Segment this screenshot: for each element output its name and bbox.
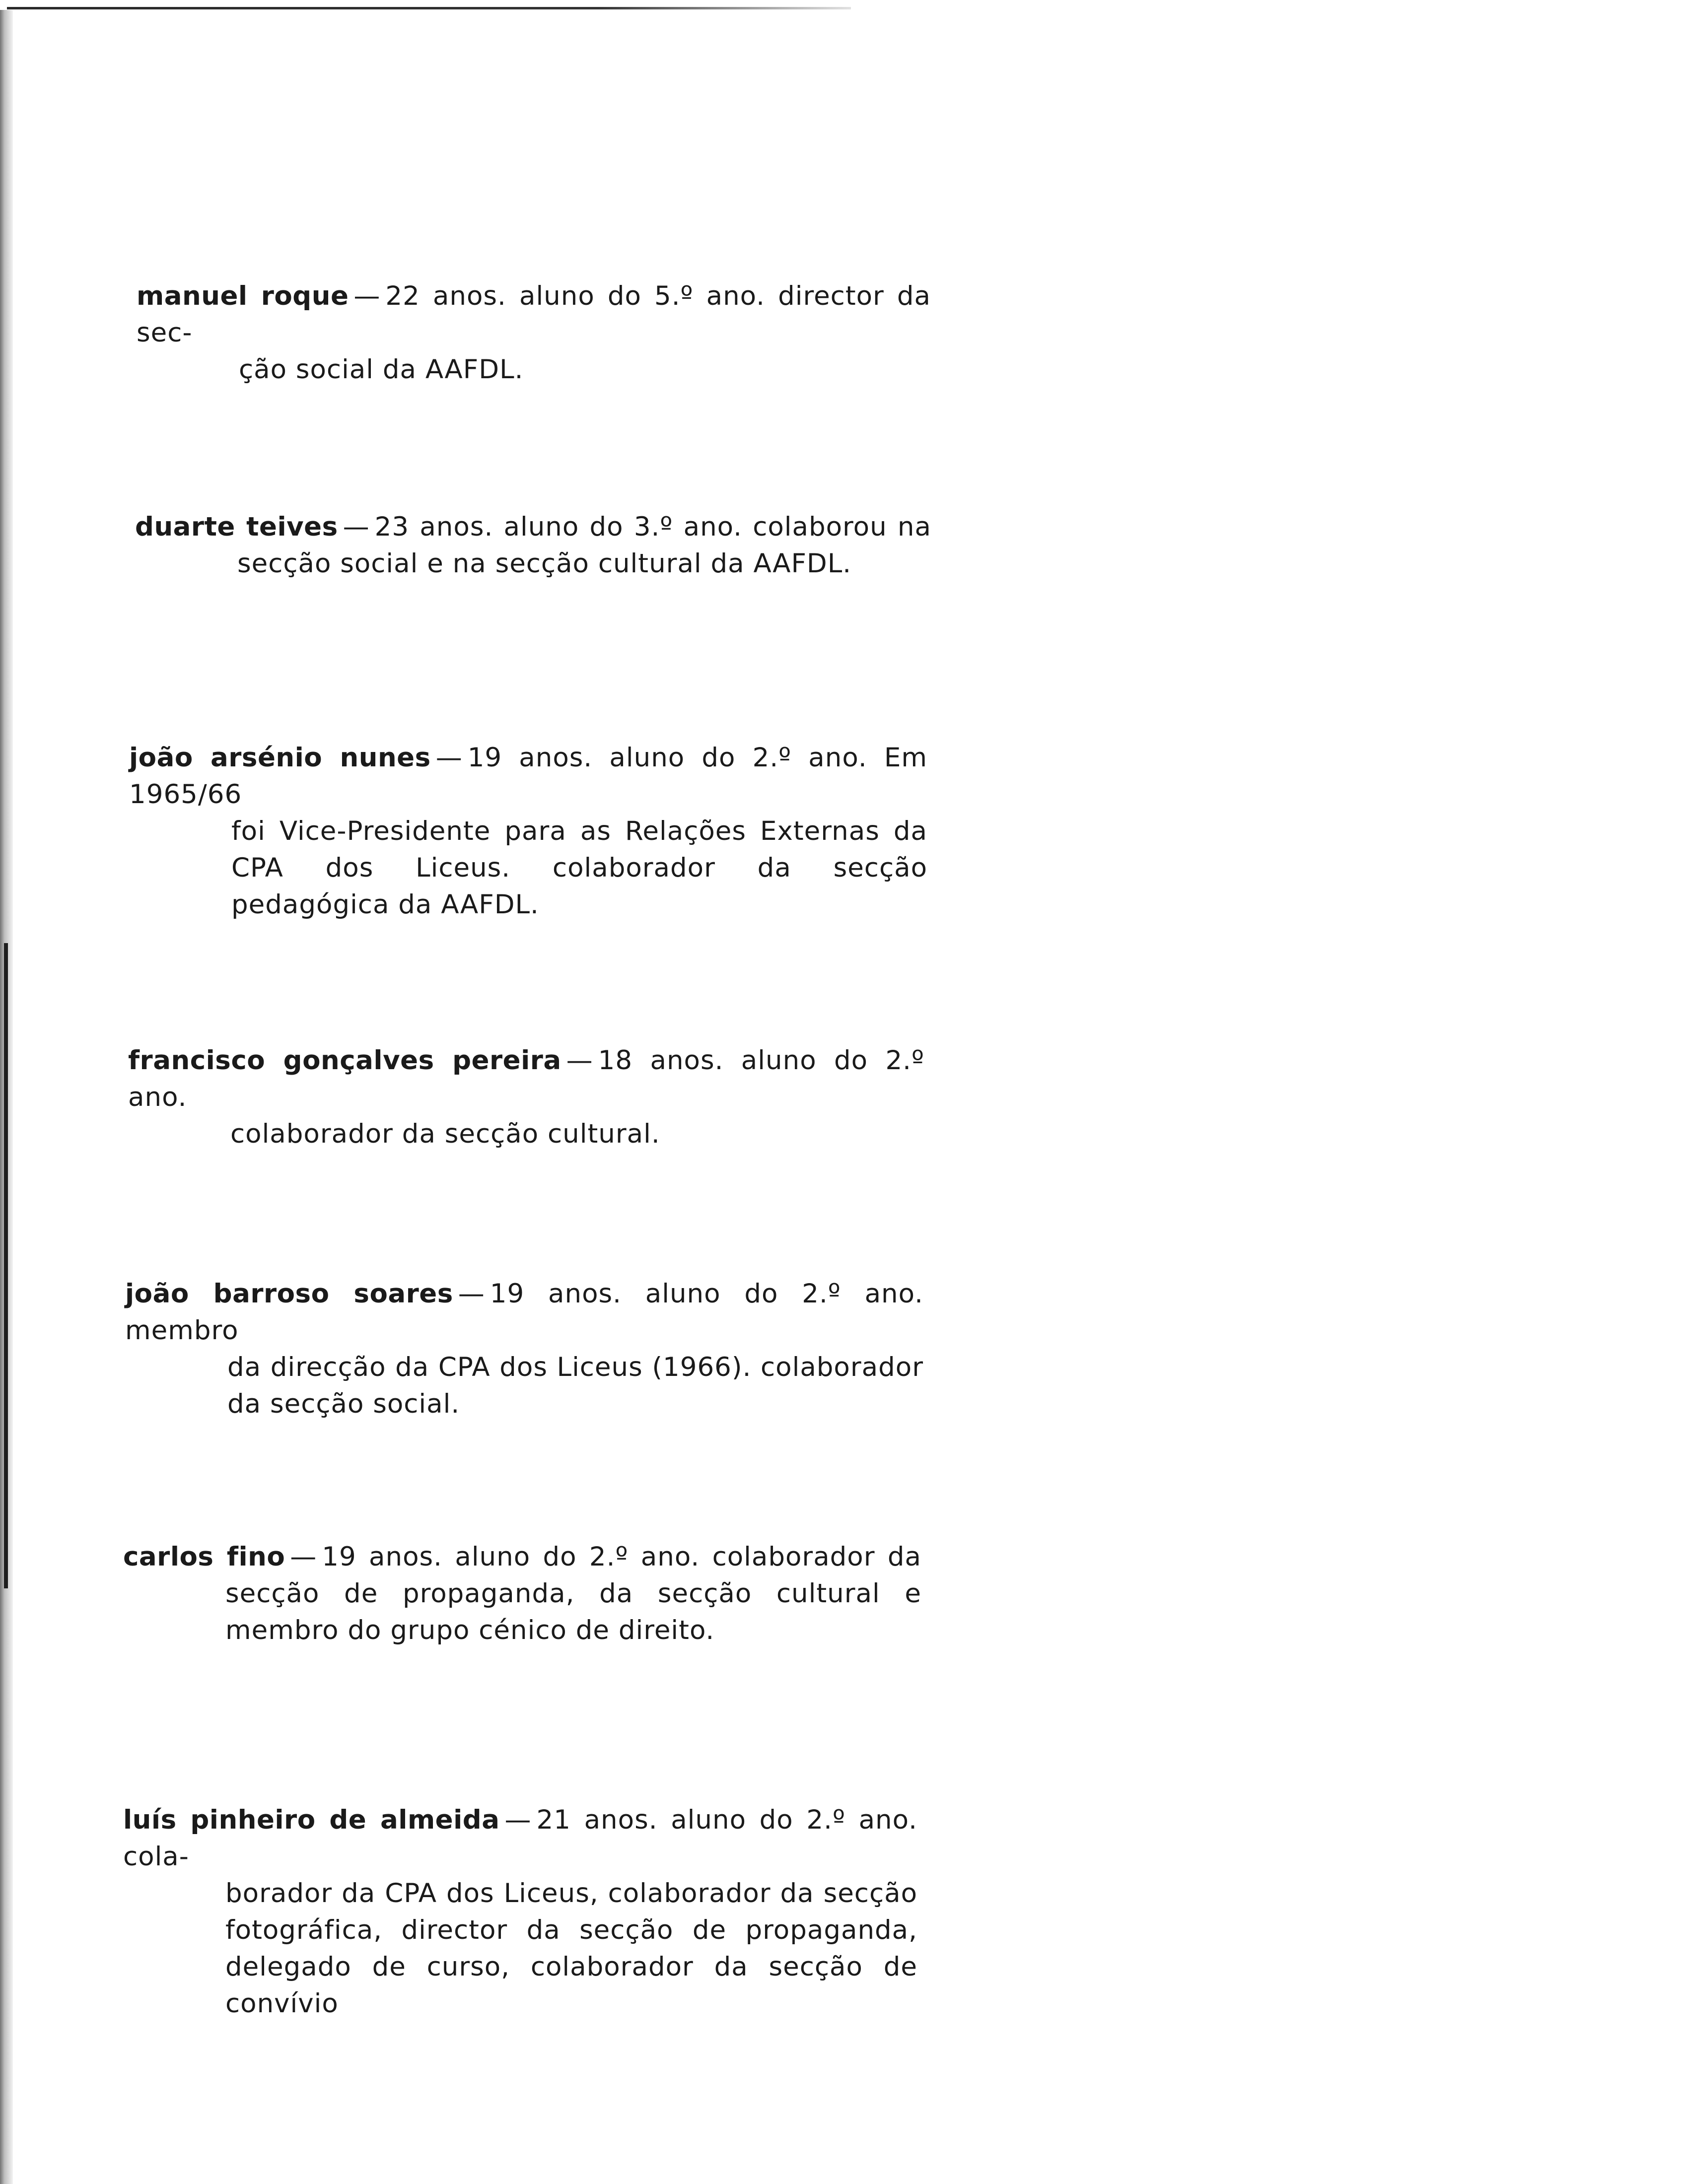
entry-dash: — <box>435 743 463 773</box>
entry-dash: — <box>458 1279 485 1309</box>
entry-line1: 19 anos. aluno do 2.º ano. membro <box>125 1279 923 1346</box>
entry-dash: — <box>353 281 381 311</box>
entry-dash: — <box>566 1045 593 1076</box>
entry-rest: da direcção da CPA dos Liceus (1966). colaborador da secção social. <box>227 1352 923 1419</box>
page-edge-binding <box>4 943 8 1588</box>
entry-line1: 19 anos. aluno do 2.º ano. colaborador da <box>322 1542 921 1572</box>
entry-manuel-roque <box>137 278 931 388</box>
entry-joao-arsenio-nunes <box>129 740 927 923</box>
entry-rest: ção social da AAFDL. <box>239 354 524 385</box>
entry-rest: secção social e na secção cultural da AAFDL. <box>237 548 852 579</box>
entry-name: joão barroso soares <box>125 1279 453 1309</box>
top-rule <box>7 7 851 9</box>
entry-rest: borador da CPA dos Liceus, colaborador da secção fotográfica, director da secção de propaganda, delegado de curso, colaborador da secção de convívio <box>225 1878 917 2019</box>
entry-first-line <box>128 1042 924 1116</box>
entry-line1: 19 anos. aluno do 2.º ano. Em 1965/66 <box>129 743 927 810</box>
entry-rest: foi Vice-Presidente para as Relações Externas da CPA dos Liceus. colaborador da secção pedagógica da AAFDL. <box>231 816 927 920</box>
entry-dash: — <box>343 512 370 542</box>
entry-rest: secção de propaganda, da secção cultural e membro do grupo cénico de direito. <box>225 1578 921 1645</box>
entry-dash: — <box>290 1542 317 1572</box>
entry-line1: 23 anos. aluno do 3.º ano. colaborou na <box>374 512 931 542</box>
entry-line1: 18 anos. aluno do 2.º ano. <box>128 1045 924 1112</box>
entry-name: carlos fino <box>123 1542 285 1572</box>
entry-name: luís pinheiro de almeida <box>123 1805 500 1835</box>
entry-first-line <box>137 278 931 351</box>
entry-first-line <box>135 509 931 546</box>
entry-first-line <box>129 740 927 813</box>
entry-first-line <box>123 1802 917 1875</box>
entry-luis-pinheiro-de-almeida <box>123 1802 917 2022</box>
entry-duarte-teives <box>135 509 931 582</box>
entry-line1: 21 anos. aluno do 2.º ano. cola- <box>123 1805 917 1872</box>
entry-dash: — <box>504 1805 532 1835</box>
entry-name: duarte teives <box>135 512 338 542</box>
entry-joao-barroso-soares <box>125 1276 923 1423</box>
entry-first-line <box>125 1276 923 1349</box>
entry-name: francisco gonçalves pereira <box>128 1045 561 1076</box>
entry-line1: 22 anos. aluno do 5.º ano. director da sec- <box>137 281 931 348</box>
entry-name: joão arsénio nunes <box>129 743 431 773</box>
entry-rest: colaborador da secção cultural. <box>230 1119 660 1149</box>
entry-francisco-goncalves-pereira <box>128 1042 924 1153</box>
entry-first-line <box>123 1539 921 1575</box>
entry-carlos-fino <box>123 1539 921 1649</box>
entry-name: manuel roque <box>137 281 349 311</box>
